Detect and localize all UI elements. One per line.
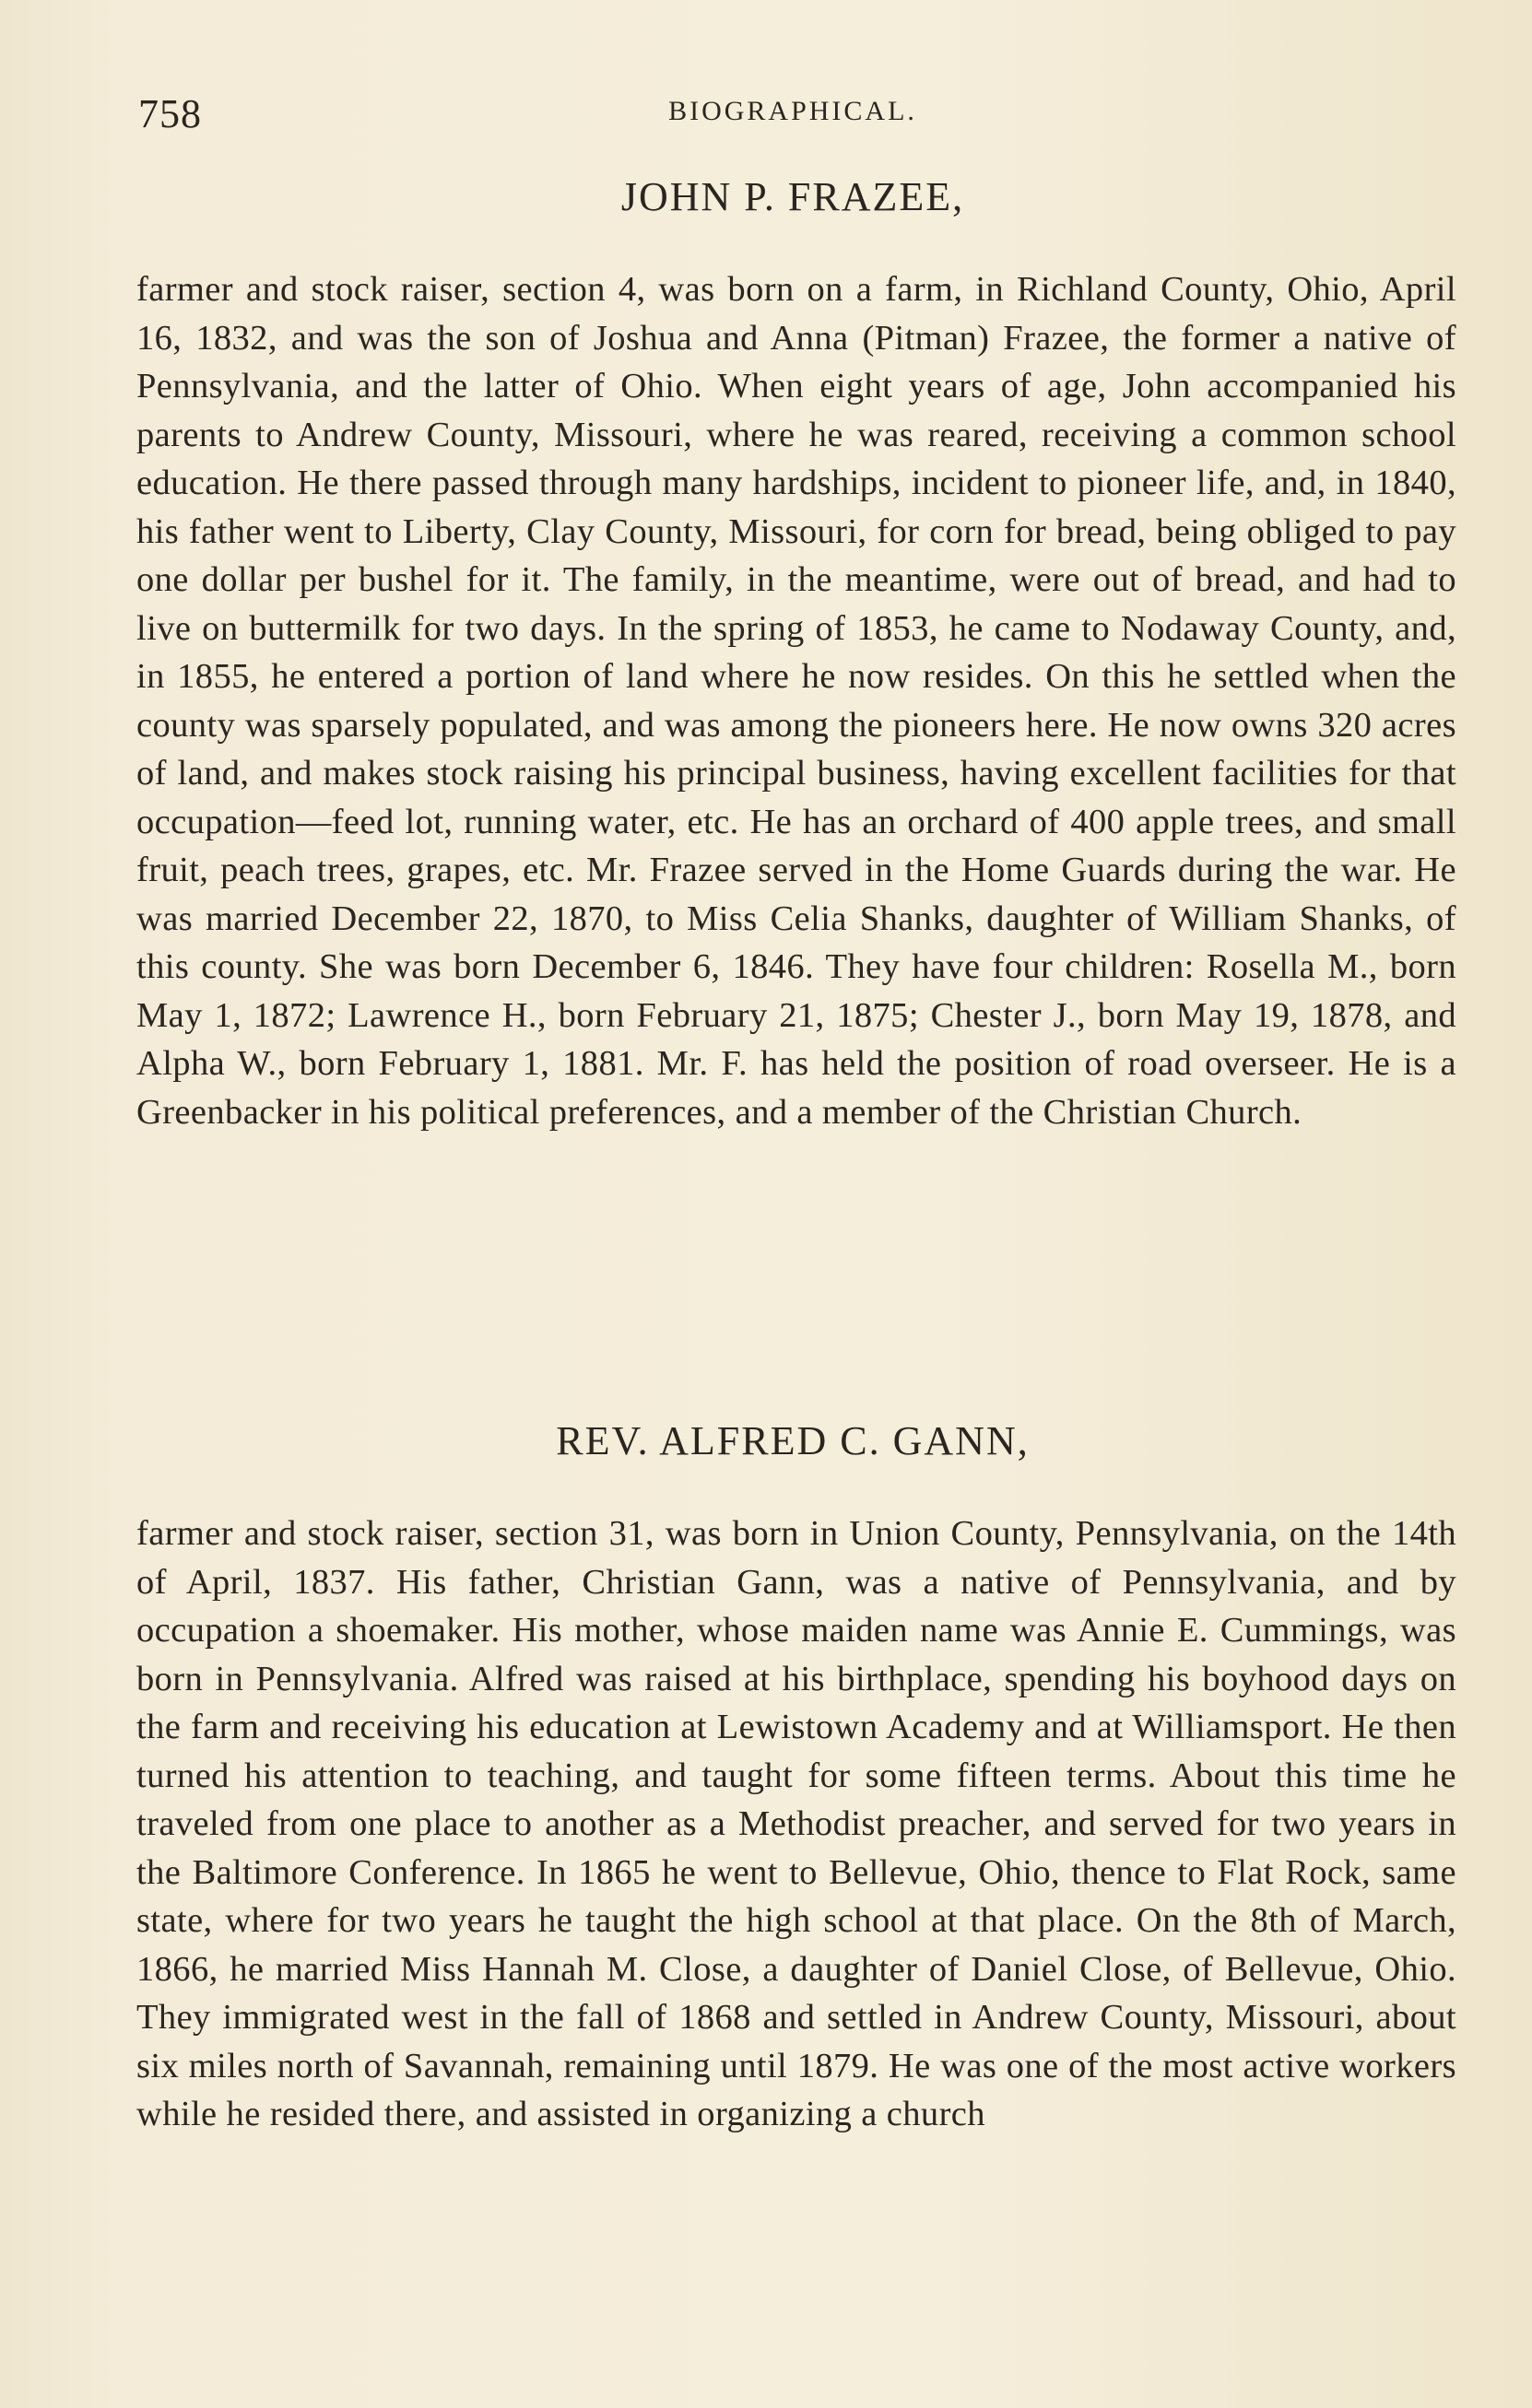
entry-text-frazee: farmer and stock raiser, section 4, was born on a farm, in Richland County, Ohio, April 16, 1832, and was the son of Joshua and Anna (Pitman) Frazee, the former a native of Pennsylvania, and the latter of Ohio. When eight years of age, John accompanied his parents to Andrew County, Missouri, where he was reared, receiving a common school education. He there passed through many hardships, incident to pioneer life, and, in 1840, his father went to Liberty, Clay County, Missouri, for corn for bread, being obliged to pay one dollar per bushel for it. The family, in the meantime, were out of bread, and had to live on buttermilk for two days. In the spring of 1853, he came to Nodaway County, and, in 1855, he entered a portion of land where he now resides. On this he settled when the county was sparsely populated, and was among the pioneers here. He now owns 320 acres of land, and makes stock raising his principal business, having excellent facilities for that occupation—feed lot, running water, etc. He has an orchard of 400 apple trees, and small fruit, peach trees, grapes, etc. Mr. Frazee served in the Home Guards during the war. He was married December 22, 1870, to Miss Celia Shanks, daughter of William Shanks, of this county. She was born December 6, 1846. They have four children: Rosella M., born May 1, 1872; Lawrence H., born February 21, 1875; Chester J., born May 19, 1878, and Alpha W., born February 1, 1881. Mr. F. has held the position of road overseer. He is a Greenbacker in his political preferences, and a member of the Christian Church. (136, 270, 1456, 1132)
entry-title-gann: REV. ALFRED C. GANN, (556, 1418, 1030, 1463)
page-number: 758 (138, 91, 202, 136)
entry-text-gann: farmer and stock raiser, section 31, was born in Union County, Pennsylvania, on the 14th of April, 1837. His father, Christian Gann, was a native of Pennsylvania, and by occupation a shoemaker. His mother, whose maiden name was Annie E. Cummings, was born in Pennsylvania. Alfred was raised at his birthplace, spending his boyhood days on the farm and receiving his education at Lewistown Academy and at Williamsport. He then turned his attention to teaching, and taught for some fifteen terms. About this time he traveled from one place to another as a Methodist preacher, and served for two years in the Baltimore Conference. In 1865 he went to Bellevue, Ohio, thence to Flat Rock, same state, where for two years he taught the high school at that place. On the 8th of March, 1866, he married Miss Hannah M. Close, a daughter of Daniel Close, of Bellevue, Ohio. They immigrated west in the fall of 1868 and settled in Andrew County, Missouri, about six miles north of Savannah, remaining until 1879. He was one of the most active workers while he resided there, and assisted in organizing a church (136, 1514, 1456, 2133)
running-head: BIOGRAPHICAL. (668, 96, 917, 126)
page-header (129, 90, 1456, 146)
entry-title-frazee: JOHN P. FRAZEE, (620, 174, 965, 219)
